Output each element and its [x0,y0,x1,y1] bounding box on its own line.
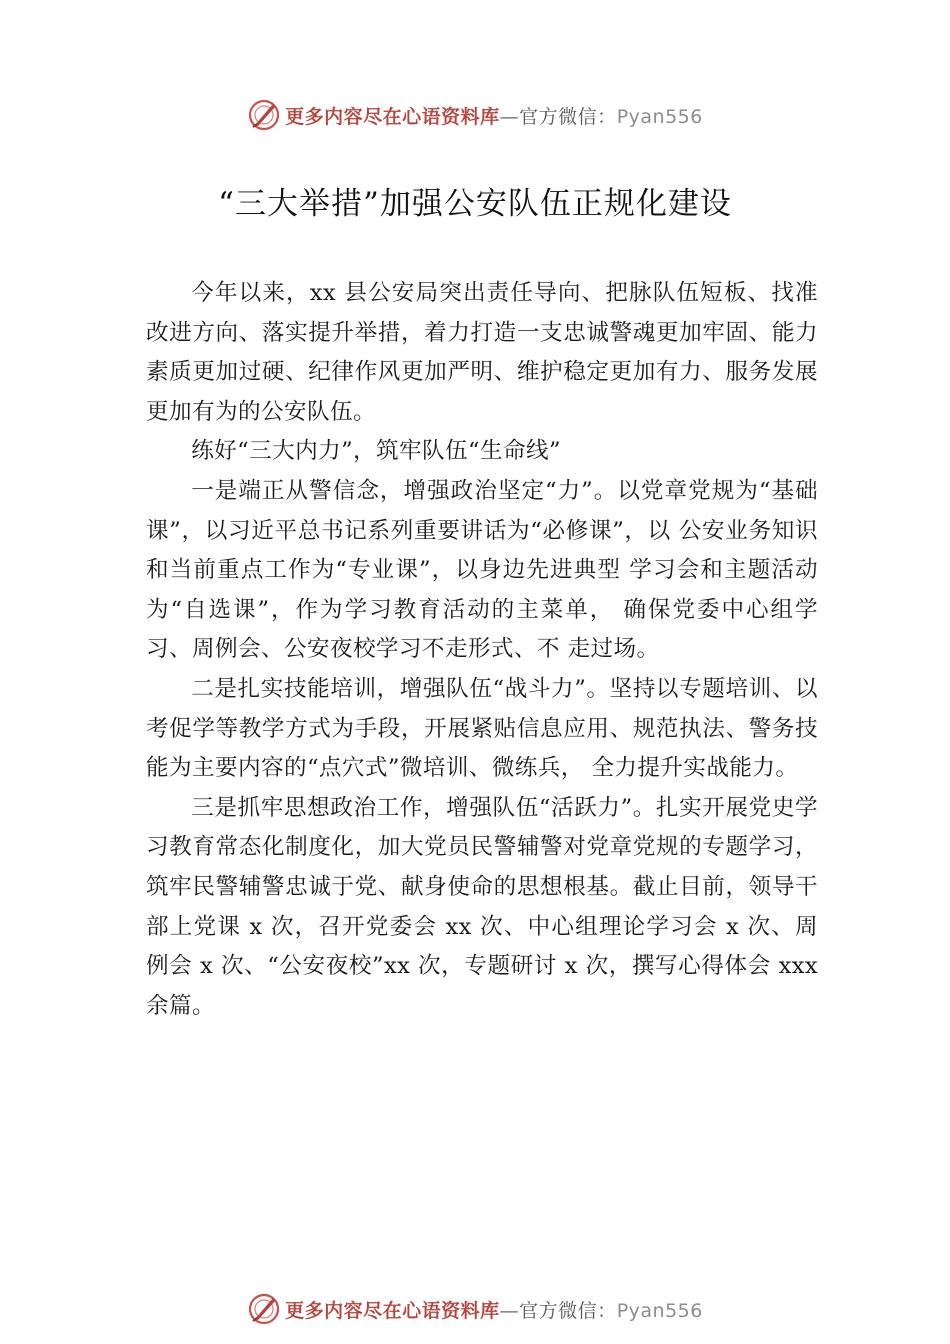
watermark-wechat-label: 官方微信： [519,105,617,128]
watermark-wechat-id: Pyan556 [616,105,703,128]
watermark-library-text: 更多内容尽在心语资料库 [285,105,500,128]
measure-paragraph-2: 二是扎实技能培训，增强队伍“战斗力”。坚持以专题培训、以考促学等教学方式为手段，开展紧贴信息应用、规范执法、警务技能为主要内容的“点穴式”微培训、微练兵， 全力提升实战能力。 [146,675,818,782]
quill-seal-icon [247,1292,281,1326]
intro-paragraph: 今年以来，xx 县公安局突出责任导向、把脉队伍短板、找准改进方向、落实提升举措，着力打造一支忠诚警魂更加牢固、能力素质更加过硬、纪律作风更加严明、维护稳定更加有力、服务发展更加有为的公安队伍。 [146,280,818,425]
watermark-wechat-id: Pyan556 [616,1299,703,1322]
watermark-separator: — [499,1299,520,1322]
watermark-library-text: 更多内容尽在心语资料库 [285,1299,500,1322]
quill-seal-icon [247,98,281,132]
header-watermark [0,93,950,137]
measure-paragraph-1: 一是端正从警信念，增强政治坚定“力”。以党章党规为“基础课”，以习近平总书记系列重要讲话为“必修课”，以 公安业务知识和当前重点工作为“专业课”，以身边先进典型 学习会和主题活动为“自选课”，作为学习教育活动的主菜单， 确保党委中心组学习、周例会、公安夜校学习不走形式、不 走过场。 [146,477,818,663]
watermark-wechat-label: 官方微信： [519,1299,617,1322]
section-heading: 练好“三大内力”，筑牢队伍“生命线” [191,438,561,465]
watermark-separator: — [499,105,520,128]
document-title: “三大举措”加强公安队伍正规化建设 [218,186,732,222]
document-body [146,274,818,1026]
footer-watermark [0,1287,950,1331]
measure-paragraph-3: 三是抓牢思想政治工作，增强队伍“活跃力”。扎实开展党史学习教育常态化制度化，加大党员民警辅警对党章党规的专题学习，筑牢民警辅警忠诚于党、献身使命的思想根基。截止目前，领导干部上党课 x 次，召开党委会 xx 次、中心组理论学习会 x 次、周例会 x 次、“公安夜校”xx 次，专题研讨 x 次，撰写心得体会 xxx 余篇。 [146,794,818,1019]
